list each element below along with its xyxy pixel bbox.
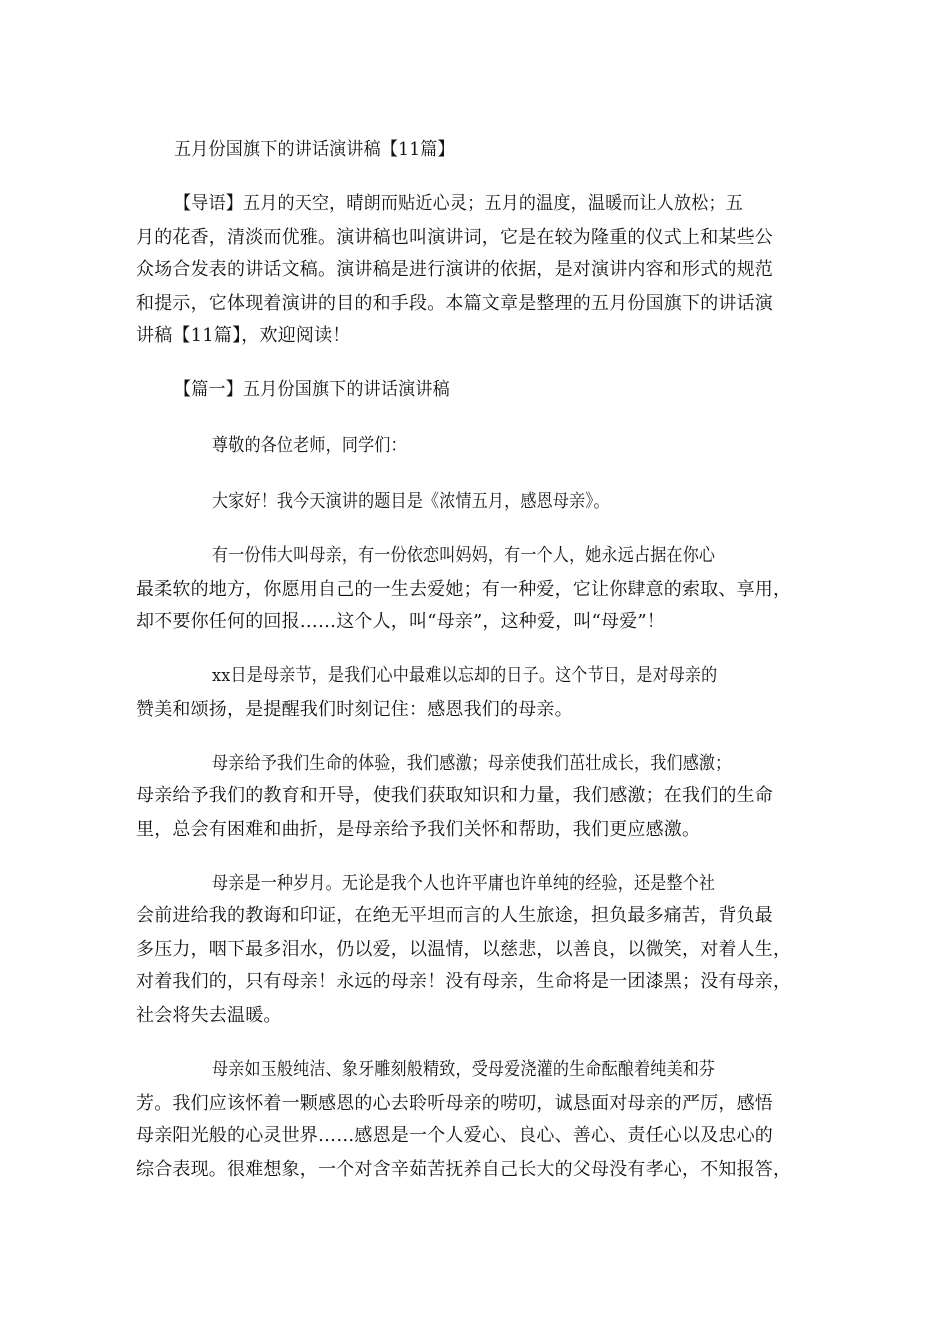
intro-line: 和提示，它体现着演讲的目的和手段。本篇文章是整理的五月份国旗下的讲话演	[136, 293, 773, 314]
paragraph-line: 母亲如玉般纯洁、象牙雕刻般精致，受母爱浇灌的生命酝酿着纯美和芬	[212, 1059, 716, 1080]
paragraph-line: 母亲阳光般的心灵世界……感恩是一个人爱心、良心、善心、责任心以及忠心的	[136, 1125, 773, 1146]
paragraph-line: 却不要你任何的回报……这个人，叫“母亲”，这种爱，叫“母爱”！	[136, 611, 666, 632]
paragraph-line: 里，总会有困难和曲折，是母亲给予我们关怀和帮助，我们更应感激。	[136, 819, 701, 840]
intro-line: 月的花香，清淡而优雅。演讲稿也叫演讲词，它是在较为隆重的仪式上和某些公	[136, 227, 773, 248]
section-heading: 【篇一】五月份国旗下的讲话演讲稿	[174, 379, 450, 400]
paragraph-line: 综合表现。很难想象，一个对含辛茹苦抚养自己长大的父母没有孝心，不知报答，	[136, 1159, 792, 1180]
paragraph-line: 对着我们的，只有母亲！永远的母亲！没有母亲，生命将是一团漆黑；没有母亲，	[136, 971, 792, 992]
paragraph-line: 芳。我们应该怀着一颗感恩的心去聆听母亲的唠叨，诚恳面对母亲的严厉，感悟	[136, 1093, 773, 1114]
paragraph-line: 母亲给予我们的教育和开导，使我们获取知识和力量，我们感激；在我们的生命	[136, 785, 773, 806]
document-title: 五月份国旗下的讲话演讲稿【11篇】	[174, 139, 455, 160]
opening-line: 大家好！我今天演讲的题目是《浓情五月，感恩母亲》。	[212, 491, 610, 512]
paragraph-line: 有一份伟大叫母亲，有一份依恋叫妈妈，有一个人，她永远占据在你心	[212, 545, 716, 566]
intro-line: 讲稿【11篇】，欢迎阅读！	[136, 325, 351, 346]
intro-line: 【导语】五月的天空，晴朗而贴近心灵；五月的温度，温暖而让人放松；五	[174, 193, 744, 214]
paragraph-line: 母亲给予我们生命的体验，我们感激；母亲使我们茁壮成长，我们感激；	[212, 753, 732, 774]
paragraph-line: 社会将失去温暖。	[136, 1005, 282, 1026]
paragraph-line: 会前进给我的教诲和印证，在绝无平坦而言的人生旅途，担负最多痛苦，背负最	[136, 905, 773, 926]
intro-line: 众场合发表的讲话文稿。演讲稿是进行演讲的依据，是对演讲内容和形式的规范	[136, 259, 773, 280]
paragraph-line: 母亲是一种岁月。无论是我个人也许平庸也许单纯的经验，还是整个社	[212, 873, 716, 894]
paragraph-line: 多压力，咽下最多泪水，仍以爱，以温情，以慈悲，以善良，以微笑，对着人生，	[136, 939, 792, 960]
paragraph-line: xx日是母亲节，是我们心中最难以忘却的日子。这个节日，是对母亲的	[212, 665, 718, 686]
paragraph-line: 最柔软的地方，你愿用自己的一生去爱她；有一种爱，它让你肆意的索取、享用，	[136, 579, 792, 600]
greeting: 尊敬的各位老师，同学们：	[212, 435, 407, 456]
paragraph-line: 赞美和颂扬，是提醒我们时刻记住：感恩我们的母亲。	[136, 699, 573, 720]
